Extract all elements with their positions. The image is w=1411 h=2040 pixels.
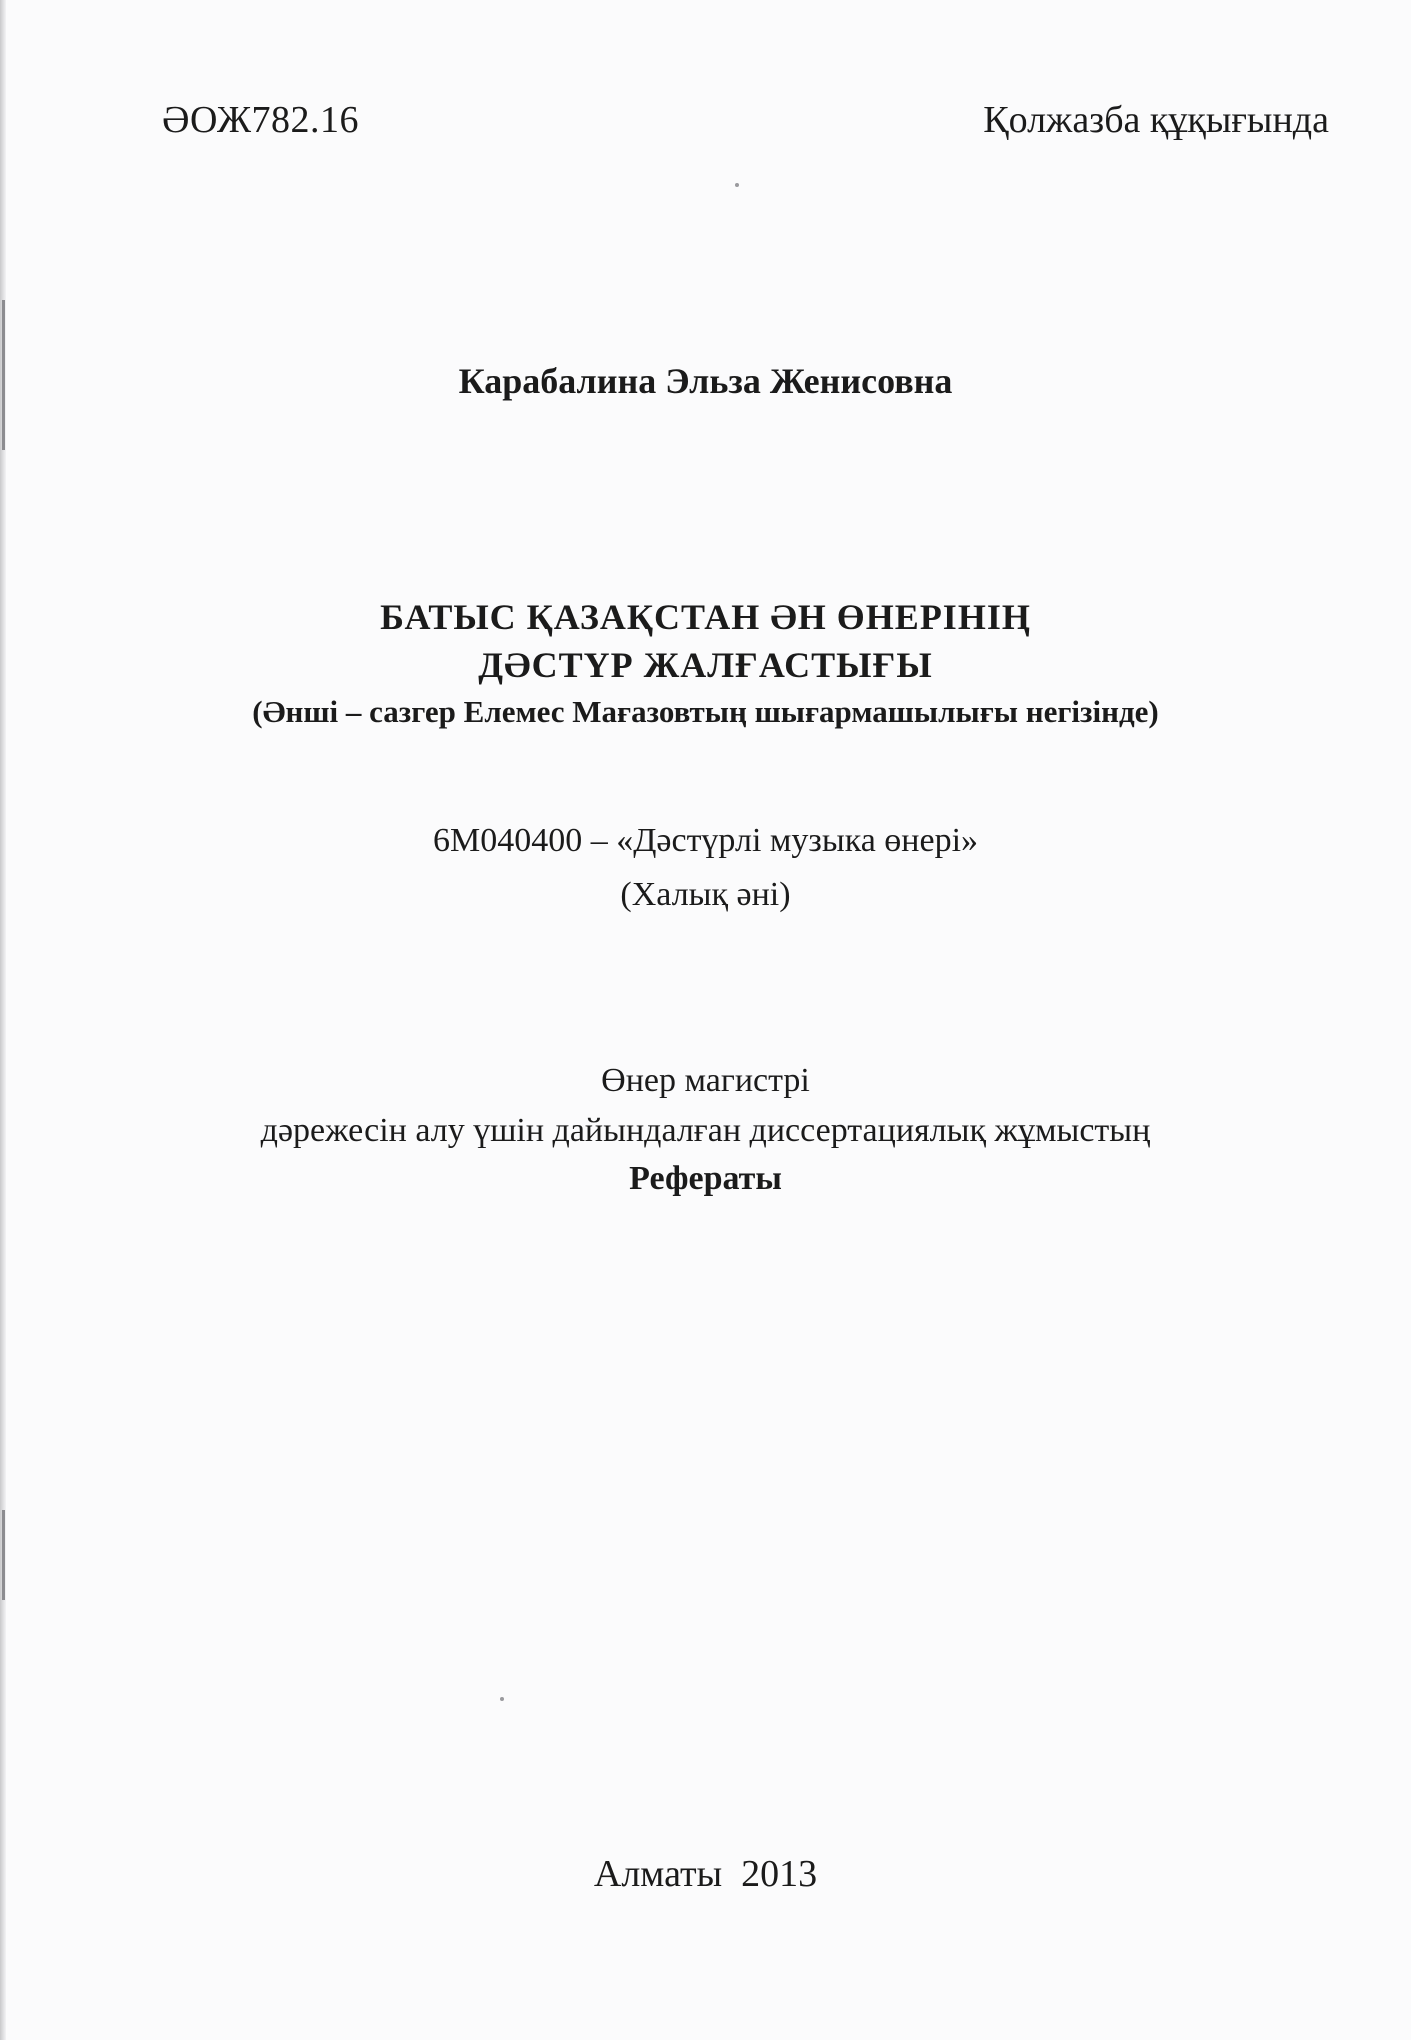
author-name: Карабалина Эльза Женисовна: [458, 361, 953, 401]
title-line-2: ДӘСТҮР ЖАЛҒАСТЫҒЫ: [478, 645, 933, 685]
title-line-1: БАТЫС ҚАЗАҚСТАН ӘН ӨНЕРІНІҢ: [380, 597, 1031, 637]
degree-line-1: Өнер магистрі: [601, 1062, 810, 1099]
degree-line-2: дәрежесін алу үшін дайындалған диссертациялық жұмыстың: [260, 1112, 1151, 1149]
scan-speck: [500, 1697, 504, 1701]
scan-speck: [735, 183, 739, 187]
specialty-code: 6М040400 – «Дәстүрлі музыка өнері»: [432, 822, 979, 859]
manuscript-rights: Қолжазба құқығында: [983, 99, 1329, 141]
title-subtitle: (Әнші – сазгер Елемес Мағазовтың шығармашылығы негізінде): [252, 694, 1159, 729]
udc-code: ӘОЖ782.16: [162, 99, 359, 141]
binding-mark: [2, 1510, 5, 1600]
abstract-label: Рефераты: [629, 1160, 782, 1197]
specialty-profile: (Халық әні): [620, 876, 791, 913]
city-year: Алматы 2013: [593, 1853, 818, 1895]
